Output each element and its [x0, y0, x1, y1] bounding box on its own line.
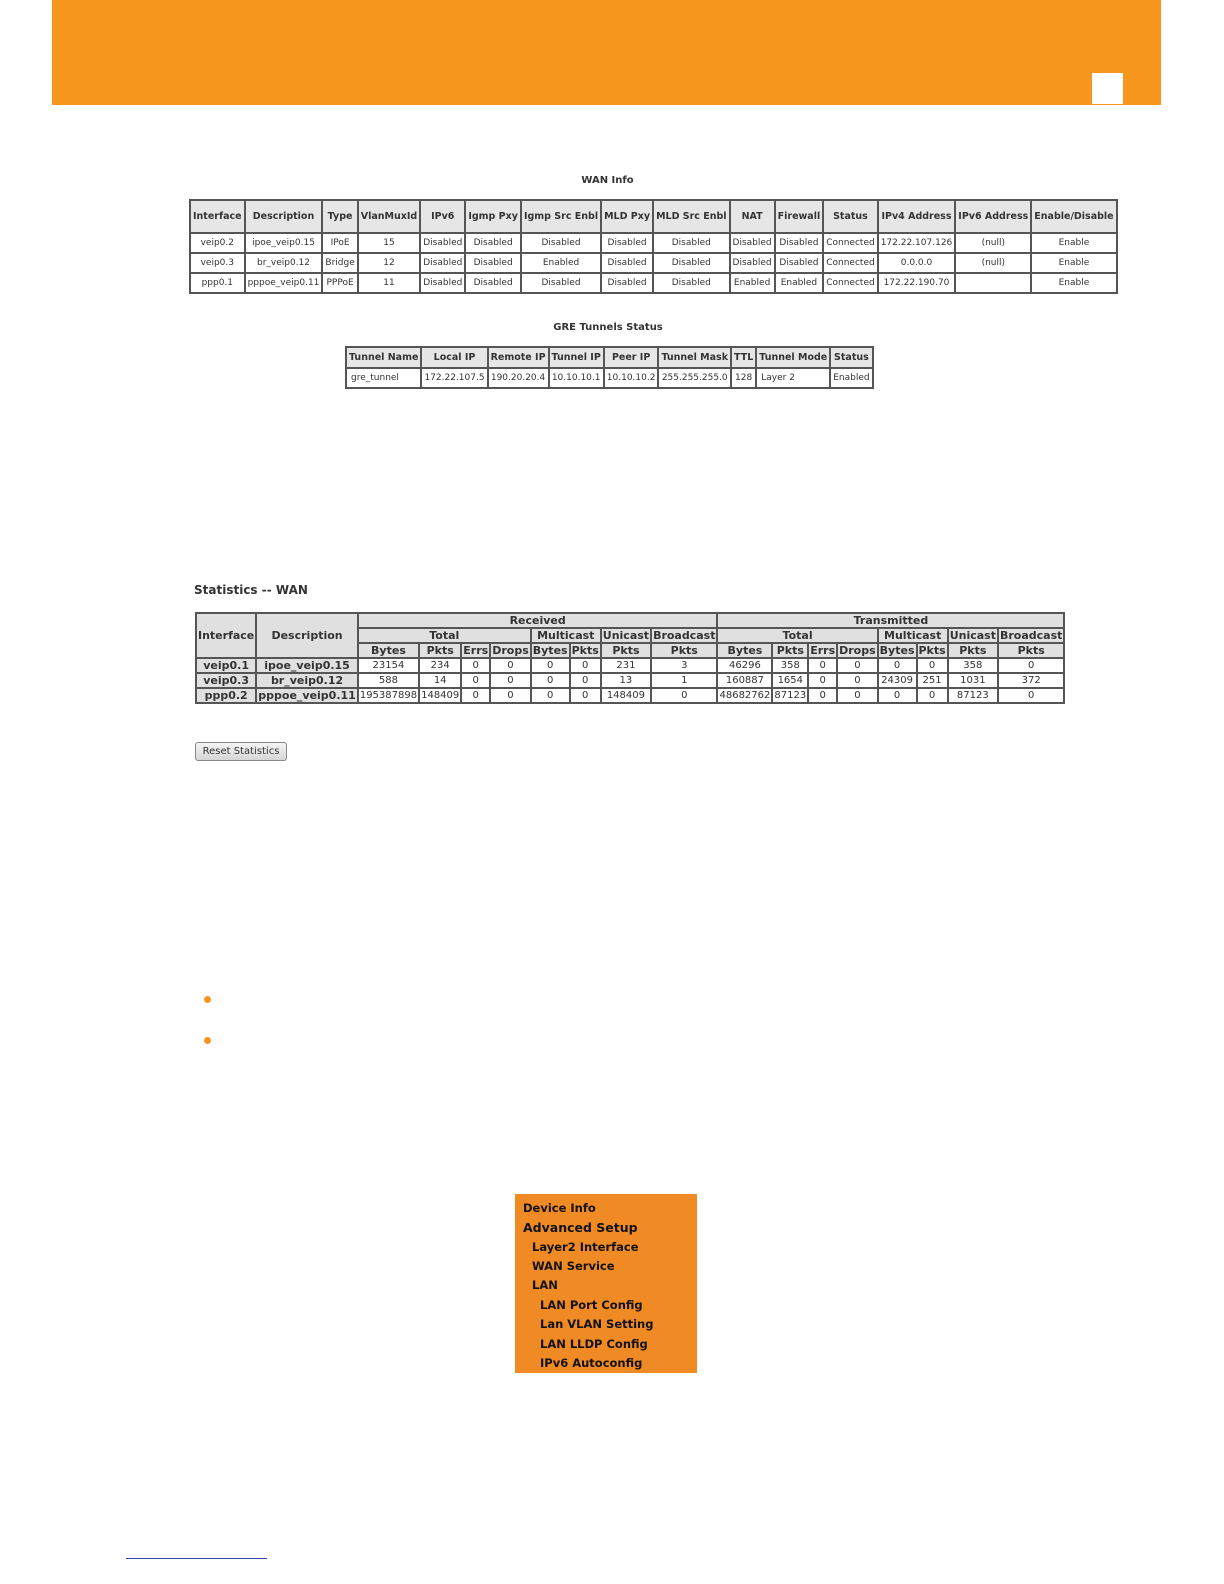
- wan-info-cell: Disabled: [730, 233, 775, 253]
- wan-info-cell: Connected: [823, 233, 877, 253]
- wan-info-cell: (null): [955, 253, 1031, 273]
- wan-info-column-header: Igmp Pxy: [465, 200, 521, 233]
- wan-info-cell: veip0.2: [190, 233, 245, 253]
- wan-info-cell: PPPoE: [322, 273, 357, 293]
- stats-cell: 0: [531, 658, 570, 673]
- stats-cell: 0: [531, 688, 570, 703]
- gre-column-header: Tunnel IP: [549, 347, 604, 368]
- wan-info-cell: Enable: [1031, 253, 1116, 273]
- stats-rx-subheader: Drops: [492, 644, 529, 657]
- stats-cell: 195387898: [358, 688, 419, 703]
- gre-column-header: Tunnel Mode: [756, 347, 830, 368]
- stats-cell: 0: [570, 658, 601, 673]
- wan-info-cell: ipoe_veip0.15: [245, 233, 323, 253]
- wan-info-cell: (null): [955, 233, 1031, 253]
- wan-info-cell: 12: [358, 253, 420, 273]
- stats-rx-multicast-header: Multicast: [531, 628, 601, 643]
- wan-info-cell: veip0.3: [190, 253, 245, 273]
- wan-info-cell: [955, 273, 1031, 293]
- wan-info-cell: Disabled: [601, 273, 653, 293]
- stats-rx-subheader: Pkts: [601, 643, 651, 658]
- table-row: [190, 233, 1117, 253]
- gre-cell: 128: [731, 368, 756, 388]
- stats-cell: 14: [419, 673, 461, 688]
- gre-column-header: Status: [830, 347, 872, 368]
- gre-cell: 10.10.10.1: [549, 368, 604, 388]
- gre-cell: 255.255.255.0: [658, 368, 731, 388]
- gre-cell: 172.22.107.5: [421, 368, 487, 388]
- stats-cell: 358: [948, 658, 998, 673]
- wan-info-cell: Disabled: [420, 253, 465, 273]
- table-row: [196, 688, 1064, 703]
- stats-cell: 0: [490, 673, 531, 688]
- menu-lan[interactable]: LAN: [532, 1278, 558, 1292]
- stats-cell: 0: [878, 688, 917, 703]
- stats-rx-total-header: Total: [358, 628, 531, 643]
- wan-info-cell: Disabled: [465, 253, 521, 273]
- stats-cell: 0: [917, 688, 948, 703]
- stats-rx-subheader: Pkts: [419, 643, 461, 658]
- wan-info-cell: 172.22.190.70: [878, 273, 956, 293]
- wan-info-title: WAN Info: [581, 175, 634, 186]
- stats-tx-subheader: Bytes: [717, 643, 772, 658]
- stats-tx-multicast-header: Multicast: [878, 628, 948, 643]
- page-number-box: [1092, 73, 1123, 104]
- wan-info-cell: Disabled: [420, 273, 465, 293]
- gre-column-header: Local IP: [421, 347, 487, 368]
- stats-cell: 0: [461, 688, 490, 703]
- wan-info-cell: 172.22.107.126: [878, 233, 956, 253]
- stats-rx-subheader: Pkts: [571, 644, 599, 657]
- stats-cell: 0: [917, 658, 948, 673]
- gre-tunnels-table: [345, 346, 874, 389]
- stats-cell: 0: [998, 658, 1064, 673]
- gre-cell: gre_tunnel: [346, 368, 421, 388]
- footer-link-underline: [126, 1558, 267, 1559]
- stats-cell: 0: [878, 658, 917, 673]
- stats-header-row-1: [196, 613, 1064, 628]
- gre-status-title: GRE Tunnels Status: [553, 322, 663, 333]
- stats-cell: 0: [837, 673, 878, 688]
- menu-advanced-setup[interactable]: Advanced Setup: [523, 1220, 638, 1235]
- stats-cell: 148409: [601, 688, 651, 703]
- wan-info-cell: Disabled: [653, 273, 729, 293]
- gre-column-header: TTL: [731, 347, 756, 368]
- stats-cell: 0: [490, 658, 531, 673]
- wan-info-cell: Bridge: [322, 253, 357, 273]
- gre-cell: Enabled: [830, 368, 872, 388]
- stats-cell: 24309: [878, 673, 917, 688]
- stats-cell: 0: [998, 688, 1064, 703]
- stats-cell: 231: [601, 658, 651, 673]
- stats-tx-subheader: Pkts: [772, 643, 808, 658]
- menu-lan-vlan-setting[interactable]: Lan VLAN Setting: [540, 1317, 654, 1331]
- wan-info-cell: Disabled: [653, 233, 729, 253]
- stats-cell: 0: [531, 673, 570, 688]
- wan-info-column-header: MLD Src Enbl: [653, 200, 729, 233]
- wan-info-cell: Disabled: [465, 233, 521, 253]
- gre-column-header: Tunnel Name: [346, 347, 421, 368]
- stats-cell: 0: [808, 688, 837, 703]
- stats-row-header: veip0.1: [196, 658, 256, 673]
- stats-row-header: veip0.3: [196, 673, 256, 688]
- stats-cell: 160887: [717, 673, 772, 688]
- wan-info-column-header: Igmp Src Enbl: [521, 200, 601, 233]
- stats-cell: 588: [358, 673, 419, 688]
- wan-info-column-header: NAT: [730, 200, 775, 233]
- wan-info-cell: ppp0.1: [190, 273, 245, 293]
- stats-description-header: Description: [256, 613, 358, 658]
- stats-cell: 1654: [772, 673, 808, 688]
- bullet-icon: [204, 1037, 211, 1044]
- stats-row-header: br_veip0.12: [256, 673, 358, 688]
- stats-cell: 87123: [772, 688, 808, 703]
- wan-info-cell: pppoe_veip0.11: [245, 273, 323, 293]
- table-row: [196, 673, 1064, 688]
- wan-info-cell: Disabled: [601, 233, 653, 253]
- wan-info-cell: Connected: [823, 273, 877, 293]
- stats-cell: 1031: [948, 673, 998, 688]
- menu-layer2-interface[interactable]: Layer2 Interface: [532, 1240, 639, 1254]
- stats-interface-header: Interface: [196, 613, 256, 658]
- stats-cell: 48682762: [717, 688, 772, 703]
- wan-info-cell: Disabled: [420, 233, 465, 253]
- wan-info-column-header: IPv4 Address: [878, 200, 956, 233]
- stats-cell: 0: [837, 658, 878, 673]
- wan-info-column-header: IPv6 Address: [955, 200, 1031, 233]
- wan-info-column-header: Enable/Disable: [1031, 200, 1116, 233]
- stats-tx-subheader: Pkts: [998, 643, 1064, 658]
- gre-column-header: Peer IP: [604, 347, 659, 368]
- stats-cell: 372: [998, 673, 1064, 688]
- stats-tx-unicast-header: Unicast: [949, 629, 996, 642]
- stats-rx-subheader: Bytes: [532, 644, 568, 657]
- wan-info-column-header: VlanMuxId: [358, 200, 420, 233]
- table-row: [346, 368, 873, 388]
- wan-info-cell: Connected: [823, 253, 877, 273]
- stats-tx-subheader: Bytes: [879, 644, 915, 657]
- gre-column-header: Tunnel Mask: [658, 347, 731, 368]
- gre-header-row: [346, 347, 873, 368]
- wan-info-header-row: [190, 200, 1117, 233]
- wan-info-cell: Disabled: [775, 253, 824, 273]
- wan-info-column-header: Type: [322, 200, 357, 233]
- wan-info-table: [189, 199, 1118, 294]
- stats-rx-subheader: Errs: [463, 644, 489, 657]
- wan-info-cell: Enable: [1031, 233, 1116, 253]
- stats-cell: 13: [601, 673, 651, 688]
- stats-cell: 0: [651, 688, 717, 703]
- header-banner: [52, 0, 1161, 105]
- menu-wan-service[interactable]: WAN Service: [532, 1259, 615, 1273]
- wan-info-cell: Disabled: [775, 233, 824, 253]
- stats-cell: 0: [461, 658, 490, 673]
- stats-cell: 234: [419, 658, 461, 673]
- gre-cell: Layer 2: [756, 368, 830, 388]
- stats-cell: 3: [651, 658, 717, 673]
- stats-row-header: ppp0.2: [196, 688, 256, 703]
- stats-cell: 358: [772, 658, 808, 673]
- stats-rx-broadcast-header: Broadcast: [653, 629, 716, 642]
- stats-cell: 251: [917, 673, 948, 688]
- bullet-icon: [204, 996, 211, 1003]
- stats-tx-subheader: Errs: [810, 644, 836, 657]
- menu-ipv6-autoconfig[interactable]: IPv6 Autoconfig: [540, 1356, 643, 1370]
- stats-cell: 0: [570, 688, 601, 703]
- wan-info-cell: Disabled: [521, 233, 601, 253]
- stats-transmitted-header: Transmitted: [717, 613, 1064, 628]
- stats-cell: 46296: [717, 658, 772, 673]
- stats-cell: 87123: [948, 688, 998, 703]
- stats-rx-subheader: Bytes: [358, 643, 419, 658]
- stats-tx-subheader: Pkts: [918, 644, 946, 657]
- wan-info-cell: IPoE: [322, 233, 357, 253]
- wan-info-column-header: Description: [245, 200, 323, 233]
- wan-info-cell: Enable: [1031, 273, 1116, 293]
- wan-info-cell: Disabled: [653, 253, 729, 273]
- stats-rx-unicast-header: Unicast: [602, 629, 650, 642]
- table-row: [190, 253, 1117, 273]
- wan-info-column-header: IPv6: [420, 200, 465, 233]
- wan-info-cell: br_veip0.12: [245, 253, 323, 273]
- statistics-wan-title: Statistics -- WAN: [194, 583, 308, 597]
- statistics-wan-table: [195, 612, 1065, 704]
- wan-info-column-header: Interface: [190, 200, 245, 233]
- stats-tx-subheader: Pkts: [948, 643, 998, 658]
- reset-statistics-button[interactable]: Reset Statistics: [195, 742, 287, 761]
- stats-tx-broadcast-header: Broadcast: [999, 629, 1063, 642]
- stats-tx-total-header: Total: [717, 628, 877, 643]
- table-row: [196, 658, 1064, 673]
- wan-info-cell: Disabled: [521, 273, 601, 293]
- stats-cell: 23154: [358, 658, 419, 673]
- wan-info-cell: 15: [358, 233, 420, 253]
- stats-rx-subheader: Pkts: [651, 643, 717, 658]
- wan-info-cell: Disabled: [465, 273, 521, 293]
- menu-device-info[interactable]: Device Info: [523, 1201, 596, 1215]
- stats-cell: 0: [808, 658, 837, 673]
- wan-info-cell: Disabled: [730, 253, 775, 273]
- wan-info-column-header: Firewall: [775, 200, 824, 233]
- stats-row-header: pppoe_veip0.11: [258, 688, 356, 702]
- stats-cell: 0: [461, 673, 490, 688]
- wan-info-cell: 0.0.0.0: [878, 253, 956, 273]
- stats-cell: 0: [490, 688, 531, 703]
- wan-info-cell: Enabled: [521, 253, 601, 273]
- gre-cell: 190.20.20.4: [488, 368, 549, 388]
- wan-info-column-header: MLD Pxy: [601, 200, 653, 233]
- wan-info-column-header: Status: [823, 200, 877, 233]
- wan-info-cell: 11: [358, 273, 420, 293]
- wan-info-cell: Enabled: [775, 273, 824, 293]
- stats-tx-subheader: Drops: [839, 644, 876, 657]
- wan-info-cell: Disabled: [601, 253, 653, 273]
- stats-cell: 148409: [419, 688, 461, 703]
- navigation-menu: [515, 1194, 697, 1373]
- stats-row-header: ipoe_veip0.15: [256, 658, 358, 673]
- menu-lan-port-config[interactable]: LAN Port Config: [540, 1298, 643, 1312]
- stats-cell: 0: [808, 673, 837, 688]
- menu-lan-lldp-config[interactable]: LAN LLDP Config: [540, 1337, 648, 1351]
- stats-cell: 0: [837, 688, 878, 703]
- stats-cell: 0: [570, 673, 601, 688]
- stats-cell: 1: [651, 673, 717, 688]
- gre-column-header: Remote IP: [488, 347, 549, 368]
- wan-info-cell: Enabled: [730, 273, 775, 293]
- stats-received-header: Received: [358, 613, 718, 628]
- gre-cell: 10.10.10.2: [604, 368, 659, 388]
- table-row: [190, 273, 1117, 293]
